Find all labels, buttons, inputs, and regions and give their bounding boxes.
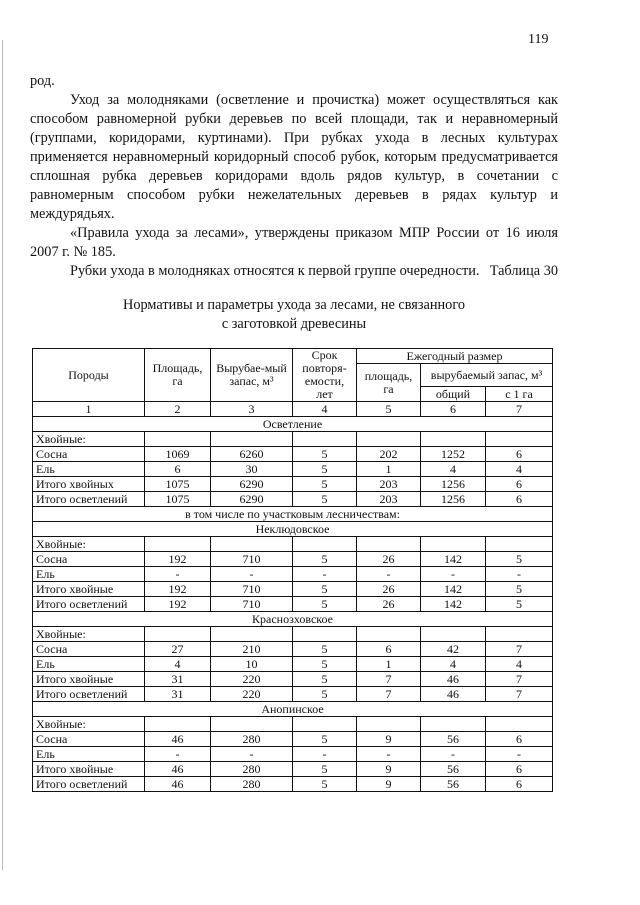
table-cell: 46 — [145, 732, 211, 747]
table-cell: 6 — [486, 777, 553, 792]
row-label: Итого хвойные — [33, 582, 145, 597]
table-cell: 4 — [486, 462, 553, 477]
table-row — [33, 582, 553, 597]
table-row — [33, 492, 553, 507]
column-number: 6 — [421, 402, 486, 417]
table-cell: 26 — [357, 552, 421, 567]
group-label: Хвойные: — [33, 717, 145, 732]
table-cell: - — [486, 567, 553, 582]
column-number: 1 — [33, 402, 145, 417]
table-title-line-2: с заготовкой древесины — [221, 316, 367, 332]
table-cell: 10 — [211, 657, 293, 672]
table-label: Таблица 30 — [489, 263, 558, 279]
table-cell: 7 — [486, 687, 553, 702]
table-cell: 31 — [145, 687, 211, 702]
table-cell: 710 — [211, 552, 293, 567]
table-cell: 5 — [293, 462, 357, 477]
table-cell: - — [486, 747, 553, 762]
table-cell: 1 — [357, 657, 421, 672]
table-cell: 9 — [357, 732, 421, 747]
body-text — [30, 72, 558, 281]
table-row — [33, 747, 553, 762]
row-label: Итого осветлений — [33, 492, 145, 507]
empty-cell — [211, 717, 293, 732]
table-cell: 5 — [293, 642, 357, 657]
row-label: Сосна — [33, 642, 145, 657]
table-cell: 27 — [145, 642, 211, 657]
empty-cell — [486, 432, 553, 447]
empty-cell — [357, 717, 421, 732]
table-cell: 280 — [211, 777, 293, 792]
empty-cell — [211, 432, 293, 447]
table-row — [33, 447, 553, 462]
table-cell: 202 — [357, 447, 421, 462]
empty-cell — [145, 537, 211, 552]
table-cell: 192 — [145, 582, 211, 597]
table-cell: 6 — [486, 492, 553, 507]
table-cell: 6 — [486, 762, 553, 777]
row-label: Ель — [33, 657, 145, 672]
empty-cell — [145, 717, 211, 732]
table-cell: 1252 — [421, 447, 486, 462]
table-cell: 220 — [211, 687, 293, 702]
column-number-row — [33, 402, 553, 417]
row-label: Сосна — [33, 552, 145, 567]
table-cell: - — [211, 747, 293, 762]
table-row — [33, 462, 553, 477]
table-cell: 56 — [421, 732, 486, 747]
table-cell: 5 — [293, 597, 357, 612]
table-cell: 1075 — [145, 492, 211, 507]
table-cell: - — [145, 747, 211, 762]
row-label: Ель — [33, 567, 145, 582]
table-body — [33, 402, 553, 792]
empty-cell — [421, 627, 486, 642]
column-number: 2 — [145, 402, 211, 417]
table-cell: - — [211, 567, 293, 582]
table-cell: 5 — [293, 657, 357, 672]
table-row — [33, 642, 553, 657]
table-cell: 5 — [293, 447, 357, 462]
empty-cell — [486, 627, 553, 642]
forestries-subtitle: в том числе по участковым лесничествам: — [33, 507, 553, 522]
table-cell: 31 — [145, 672, 211, 687]
table-row — [33, 732, 553, 747]
forestry-title-row — [33, 702, 553, 717]
table-cell: 30 — [211, 462, 293, 477]
empty-cell — [357, 537, 421, 552]
header-cut-stock: Вырубае-мый запас, м³ — [211, 349, 293, 402]
table-cell: 56 — [421, 762, 486, 777]
table-cell: 710 — [211, 597, 293, 612]
table-cell: 5 — [293, 762, 357, 777]
section-title: Осветление — [33, 417, 553, 432]
column-number: 4 — [293, 402, 357, 417]
empty-cell — [486, 537, 553, 552]
header-area: Площадь, га — [145, 349, 211, 402]
row-label: Ель — [33, 747, 145, 762]
header-species: Породы — [33, 349, 145, 402]
row-label: Сосна — [33, 732, 145, 747]
table-cell: 5 — [293, 492, 357, 507]
table-cell: 9 — [357, 777, 421, 792]
table-cell: 5 — [486, 597, 553, 612]
table-cell: 7 — [357, 687, 421, 702]
empty-cell — [211, 627, 293, 642]
row-label: Сосна — [33, 447, 145, 462]
table-cell: 26 — [357, 582, 421, 597]
table-cell: - — [293, 747, 357, 762]
header-annual-size: Ежегодный размер — [357, 349, 553, 364]
table-cell: 56 — [421, 777, 486, 792]
table-cell: 192 — [145, 597, 211, 612]
table-row — [33, 477, 553, 492]
table-cell: 46 — [421, 687, 486, 702]
group-row — [33, 432, 553, 447]
table-cell: 220 — [211, 672, 293, 687]
group-row — [33, 537, 553, 552]
table-cell: 5 — [293, 777, 357, 792]
group-label: Хвойные: — [33, 537, 145, 552]
group-label: Хвойные: — [33, 627, 145, 642]
page-number: 119 — [528, 32, 549, 47]
empty-cell — [421, 537, 486, 552]
table-cell: 5 — [293, 732, 357, 747]
table-cell: 6 — [357, 642, 421, 657]
table-cell: 6 — [486, 477, 553, 492]
paragraph-continuation: род. — [30, 73, 55, 89]
row-label: Итого хвойных — [33, 477, 145, 492]
table-cell: - — [357, 747, 421, 762]
table-cell: 710 — [211, 582, 293, 597]
forestry-title: Анопинское — [33, 702, 553, 717]
table-row — [33, 552, 553, 567]
table-cell: 203 — [357, 477, 421, 492]
group-row — [33, 717, 553, 732]
table-cell: 6290 — [211, 477, 293, 492]
table-cell: 4 — [421, 657, 486, 672]
paragraph-thinning-methods: Уход за молодняками (осветление и прочистка) может осуществляться как способом равномерной рубки деревьев по всей площади, так и неравномерный (группами, коридорами, куртинами). При рубках ухода в лесных культурах применяется неравномерный коридорный способ рубок, которым предусматривается сплошная рубка деревьев коридорами вдоль рядов культур, в сочетании с равномерным способом рубки нежелательных деревьев в рядах культур и междурядьях. — [30, 92, 558, 222]
table-row — [33, 657, 553, 672]
forestry-title: Краснозховское — [33, 612, 553, 627]
row-label: Итого осветлений — [33, 777, 145, 792]
table-cell: - — [293, 567, 357, 582]
table-cell: 26 — [357, 597, 421, 612]
table-cell: 7 — [357, 672, 421, 687]
table-cell: 5 — [293, 582, 357, 597]
table-cell: 6260 — [211, 447, 293, 462]
table-cell: 142 — [421, 597, 486, 612]
table-row — [33, 567, 553, 582]
table-cell: 280 — [211, 762, 293, 777]
table-cell: 1069 — [145, 447, 211, 462]
table-cell: - — [357, 567, 421, 582]
row-label: Итого осветлений — [33, 687, 145, 702]
table-cell: 192 — [145, 552, 211, 567]
paragraph-priority: Рубки ухода в молодняках относятся к первой группе очередности. — [70, 263, 480, 279]
table-cell: 5 — [486, 582, 553, 597]
table-cell: 5 — [486, 552, 553, 567]
table-cell: 203 — [357, 492, 421, 507]
group-row — [33, 627, 553, 642]
empty-cell — [421, 432, 486, 447]
empty-cell — [293, 717, 357, 732]
table-cell: 6290 — [211, 492, 293, 507]
group-label: Хвойные: — [33, 432, 145, 447]
column-number: 3 — [211, 402, 293, 417]
table-cell: 4 — [145, 657, 211, 672]
empty-cell — [293, 537, 357, 552]
empty-cell — [293, 627, 357, 642]
empty-cell — [145, 627, 211, 642]
scan-margin-line — [2, 40, 3, 870]
table-cell: - — [421, 747, 486, 762]
empty-cell — [486, 717, 553, 732]
forestry-title-row — [33, 612, 553, 627]
header-total: общий — [421, 387, 486, 402]
empty-cell — [357, 627, 421, 642]
table-row — [33, 687, 553, 702]
table-cell: 46 — [421, 672, 486, 687]
header-repeat-period: Срок повторя-емости, лет — [293, 349, 357, 402]
table-cell: 4 — [486, 657, 553, 672]
row-label: Итого хвойные — [33, 762, 145, 777]
column-number: 5 — [357, 402, 421, 417]
table-cell: 1075 — [145, 477, 211, 492]
table-cell: - — [421, 567, 486, 582]
table-cell: 142 — [421, 552, 486, 567]
empty-cell — [211, 537, 293, 552]
table-row — [33, 762, 553, 777]
empty-cell — [357, 432, 421, 447]
table-cell: - — [145, 567, 211, 582]
table-cell: 7 — [486, 672, 553, 687]
table-cell: 9 — [357, 762, 421, 777]
table-title-line-1: Нормативы и параметры ухода за лесами, не связанного — [123, 297, 465, 313]
header-annual-cut-stock: вырубаемый запас, м³ — [421, 364, 553, 387]
forestry-title: Неклюдовское — [33, 522, 553, 537]
table-cell: 7 — [486, 642, 553, 657]
table-cell: 5 — [293, 687, 357, 702]
table-cell: 4 — [421, 462, 486, 477]
table-cell: 1256 — [421, 477, 486, 492]
table-cell: 5 — [293, 672, 357, 687]
table-cell: 42 — [421, 642, 486, 657]
empty-cell — [421, 717, 486, 732]
table-title — [30, 296, 558, 334]
table-cell: 210 — [211, 642, 293, 657]
forest-care-table — [32, 348, 553, 792]
table-cell: 1 — [357, 462, 421, 477]
table-cell: 142 — [421, 582, 486, 597]
row-label: Ель — [33, 462, 145, 477]
paragraph-rules-reference: «Правила ухода за лесами», утверждены приказом МПР России от 16 июля 2007 г. № 185. — [30, 225, 558, 260]
table-row — [33, 777, 553, 792]
table-cell: 6 — [486, 732, 553, 747]
row-label: Итого хвойные — [33, 672, 145, 687]
row-label: Итого осветлений — [33, 597, 145, 612]
table-cell: 5 — [293, 552, 357, 567]
table-cell: 280 — [211, 732, 293, 747]
table-cell: 6 — [145, 462, 211, 477]
table-cell: 6 — [486, 447, 553, 462]
table-cell: 5 — [293, 477, 357, 492]
table-row — [33, 672, 553, 687]
column-number: 7 — [486, 402, 553, 417]
header-per-ha: с 1 га — [486, 387, 553, 402]
table-cell: 46 — [145, 762, 211, 777]
table-row — [33, 597, 553, 612]
header-annual-area: площадь, га — [357, 364, 421, 402]
forestries-subtitle-row — [33, 507, 553, 522]
section-title-row — [33, 417, 553, 432]
empty-cell — [293, 432, 357, 447]
table-cell: 46 — [145, 777, 211, 792]
forestry-title-row — [33, 522, 553, 537]
empty-cell — [145, 432, 211, 447]
table-cell: 1256 — [421, 492, 486, 507]
